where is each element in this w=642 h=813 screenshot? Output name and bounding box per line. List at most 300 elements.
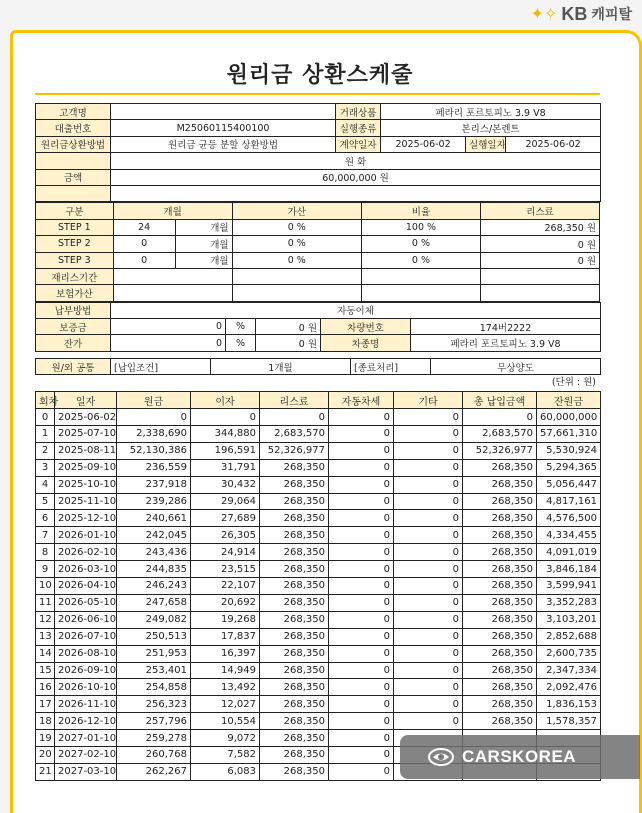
schedule-row [36,426,601,443]
schedule-header-cell: 일자 [55,392,117,409]
schedule-header-cell: 회차 [36,392,55,409]
refi-period-value [113,268,232,284]
cell-installment-no: 7 [36,527,55,544]
cell-principal: 262,267 [117,763,191,780]
cell-other: 0 [394,476,463,493]
cell-car-tax: 0 [329,442,394,459]
step-name: STEP 1 [36,219,114,235]
step-header-months: 개월 [113,203,232,219]
cell-payment-date: 2025-09-10 [55,459,117,476]
cell-interest: 22,107 [191,578,260,595]
step-month-unit: 개월 [175,219,232,235]
cell-remaining-principal: 4,334,455 [537,527,601,544]
exec-type-label: 실행종류 [336,120,381,136]
cell-lease-fee: 268,350 [260,476,329,493]
cell-interest: 20,692 [191,594,260,611]
cell-other: 0 [394,662,463,679]
cell-total-payment: 268,350 [463,510,537,527]
cell-installment-no: 3 [36,459,55,476]
cell-car-tax: 0 [329,510,394,527]
residual-label: 잔가 [36,335,111,351]
cell-principal: 257,796 [117,713,191,730]
plate-label: 차량번호 [321,319,411,335]
cell-payment-date: 2026-01-10 [55,527,117,544]
cell-total-payment: 268,350 [463,628,537,645]
cell-remaining-principal: 3,599,941 [537,578,601,595]
schedule-row [36,713,601,730]
cell-remaining-principal: 4,817,161 [537,493,601,510]
cell-interest: 9,072 [191,730,260,747]
cell-payment-date: 2025-11-10 [55,493,117,510]
cell-payment-date: 2026-12-10 [55,713,117,730]
cell-other: 0 [394,645,463,662]
schedule-header-cell: 총 납입금액 [463,392,537,409]
cell-total-payment: 268,350 [463,527,537,544]
payment-method-label: 납부방법 [36,302,111,318]
schedule-row [36,645,601,662]
cell-installment-no: 2 [36,442,55,459]
cell-total-payment: 268,350 [463,561,537,578]
insurance-value [113,285,232,301]
schedule-row [36,611,601,628]
schedule-header-cell: 기타 [394,392,463,409]
step-months: 0 [113,236,175,252]
cell-principal: 2,338,690 [117,426,191,443]
cell-remaining-principal: 5,294,365 [537,459,601,476]
cell-total-payment: 52,326,977 [463,442,537,459]
cell-lease-fee: 0 [260,409,329,426]
cell-total-payment: 268,350 [463,679,537,696]
cell-remaining-principal: 3,846,184 [537,561,601,578]
cell-installment-no: 5 [36,493,55,510]
step-table [35,202,600,301]
cell-lease-fee: 268,350 [260,645,329,662]
residual-percent: 0 [111,335,226,351]
schedule-row [36,561,601,578]
insurance-label: 보험가산 [36,285,114,301]
cell-interest: 26,305 [191,527,260,544]
cell-payment-date: 2026-03-10 [55,561,117,578]
cell-total-payment: 268,350 [463,645,537,662]
residual-percent-sign: % [226,335,256,351]
cell-remaining-principal: 2,092,476 [537,679,601,696]
schedule-row [36,476,601,493]
cell-total-payment: 268,350 [463,696,537,713]
cell-interest: 10,554 [191,713,260,730]
repay-method-label: 원리금상환방법 [36,136,111,152]
cell-interest: 13,492 [191,679,260,696]
cell-remaining-principal: 1,578,357 [537,713,601,730]
loan-no-label: 대출번호 [36,120,111,136]
cell-lease-fee: 268,350 [260,561,329,578]
step-ratio: 0 % [361,236,480,252]
cell-principal: 250,513 [117,628,191,645]
cell-interest: 24,914 [191,544,260,561]
cell-other: 0 [394,561,463,578]
cell-lease-fee: 268,350 [260,493,329,510]
step-ratio: 100 % [361,219,480,235]
carskorea-logo-icon [428,747,454,767]
cell-installment-no: 0 [36,409,55,426]
cell-lease-fee: 268,350 [260,763,329,780]
title-divider [35,93,600,95]
cell-other: 0 [394,578,463,595]
cell-installment-no: 21 [36,763,55,780]
cell-installment-no: 12 [36,611,55,628]
cell-total-payment: 268,350 [463,493,537,510]
cell-installment-no: 14 [36,645,55,662]
cell-payment-date: 2026-06-10 [55,611,117,628]
cell-installment-no: 16 [36,679,55,696]
cell-car-tax: 0 [329,662,394,679]
cell-installment-no: 15 [36,662,55,679]
cell-car-tax: 0 [329,730,394,747]
step-header-type: 구분 [36,203,114,219]
cell-total-payment: 0 [463,409,537,426]
cell-interest: 31,791 [191,459,260,476]
cell-principal: 249,082 [117,611,191,628]
cell-payment-date: 2025-06-02 [55,409,117,426]
cell-other: 0 [394,426,463,443]
blank-label [36,185,111,201]
loan-no-value: M25060115400100 [111,120,336,136]
cell-lease-fee: 2,683,570 [260,426,329,443]
cell-car-tax: 0 [329,544,394,561]
step-months: 24 [113,219,175,235]
contract-info-table [35,103,601,202]
step-header-add: 가산 [232,203,361,219]
cell-remaining-principal: 3,103,201 [537,611,601,628]
schedule-row [36,459,601,476]
cell-payment-date: 2025-08-11 [55,442,117,459]
cell-other: 0 [394,409,463,426]
cell-principal: 260,768 [117,746,191,763]
cell-interest: 344,880 [191,426,260,443]
cell-interest: 7,582 [191,746,260,763]
cell-payment-date: 2026-07-10 [55,628,117,645]
cell-interest: 29,064 [191,493,260,510]
cell-remaining-principal: 1,836,153 [537,696,601,713]
cell-other: 0 [394,713,463,730]
cell-other: 0 [394,493,463,510]
cell-payment-date: 2026-02-10 [55,544,117,561]
cell-principal: 243,436 [117,544,191,561]
cell-principal: 247,658 [117,594,191,611]
cell-payment-date: 2026-09-10 [55,662,117,679]
currency-header-blank [36,153,111,169]
cell-lease-fee: 268,350 [260,696,329,713]
contract-date-label: 계약일자 [336,136,381,152]
cell-remaining-principal: 57,661,310 [537,426,601,443]
schedule-row [36,679,601,696]
unit-note: (단위 : 원) [551,377,596,389]
cell-other: 0 [394,679,463,696]
cell-principal: 0 [117,409,191,426]
step-fee: 0 원 [480,236,599,252]
schedule-row [36,662,601,679]
cell-payment-date: 2026-08-10 [55,645,117,662]
cell-car-tax: 0 [329,763,394,780]
cell-remaining-principal: 3,352,283 [537,594,601,611]
principal-common-label: 원/외 공통 [36,358,111,374]
conditions-table [35,358,601,375]
schedule-row [36,409,601,426]
cell-payment-date: 2027-02-10 [55,746,117,763]
cell-installment-no: 17 [36,696,55,713]
cell-interest: 196,591 [191,442,260,459]
step-month-unit: 개월 [175,252,232,268]
cell-lease-fee: 268,350 [260,746,329,763]
cell-other: 0 [394,459,463,476]
cell-installment-no: 4 [36,476,55,493]
schedule-header-cell: 이자 [191,392,260,409]
model-label: 차종명 [321,335,411,351]
cell-other: 0 [394,527,463,544]
cell-principal: 246,243 [117,578,191,595]
schedule-header-cell: 원금 [117,392,191,409]
cell-remaining-principal: 5,530,924 [537,442,601,459]
schedule-row [36,493,601,510]
logo-kb-text: KB [561,3,588,24]
logo-capital-text: 캐피탈 [591,7,632,23]
cell-installment-no: 11 [36,594,55,611]
schedule-row [36,594,601,611]
cell-other: 0 [394,544,463,561]
cell-other: 0 [394,594,463,611]
deposit-percent-sign: % [226,319,256,335]
cell-principal: 253,401 [117,662,191,679]
product-label: 거래상품 [336,104,381,120]
currency-header: 원 화 [111,153,601,169]
exec-date-value: 2025-06-02 [506,136,601,152]
step-add: 0 % [232,236,361,252]
step-months: 0 [113,252,175,268]
cell-interest: 23,515 [191,561,260,578]
cell-total-payment: 268,350 [463,611,537,628]
cell-payment-date: 2027-01-10 [55,730,117,747]
kb-star-icon: ✦✧ [530,4,558,23]
schedule-row [36,696,601,713]
product-value: 페라리 포르토피노 3.9 V8 [381,104,601,120]
cell-car-tax: 0 [329,696,394,713]
cell-lease-fee: 268,350 [260,544,329,561]
step-add: 0 % [232,219,361,235]
cell-payment-date: 2026-10-10 [55,679,117,696]
cell-total-payment: 268,350 [463,594,537,611]
schedule-row [36,527,601,544]
insurance-add [232,285,361,301]
step-header-ratio: 비율 [361,203,480,219]
schedule-sheet [35,93,600,781]
cell-payment-date: 2025-07-10 [55,426,117,443]
cell-installment-no: 13 [36,628,55,645]
cell-payment-date: 2026-04-10 [55,578,117,595]
cell-other: 0 [394,628,463,645]
cell-interest: 6,083 [191,763,260,780]
cell-principal: 254,858 [117,679,191,696]
cell-remaining-principal: 2,852,688 [537,628,601,645]
cell-lease-fee: 268,350 [260,662,329,679]
cell-lease-fee: 268,350 [260,713,329,730]
cell-lease-fee: 52,326,977 [260,442,329,459]
refi-period-add [232,268,361,284]
cell-car-tax: 0 [329,746,394,763]
cell-car-tax: 0 [329,594,394,611]
step-fee: 268,350 원 [480,219,599,235]
schedule-header-cell: 리스료 [260,392,329,409]
cell-car-tax: 0 [329,628,394,645]
step-month-unit: 개월 [175,236,232,252]
cell-interest: 0 [191,409,260,426]
schedule-row [36,442,601,459]
plate-value: 174버2222 [411,319,601,335]
schedule-header-cell: 잔원금 [537,392,601,409]
customer-label: 고객명 [36,104,111,120]
cell-principal: 239,286 [117,493,191,510]
step-add: 0 % [232,252,361,268]
cell-principal: 240,661 [117,510,191,527]
cell-total-payment: 268,350 [463,544,537,561]
cell-car-tax: 0 [329,476,394,493]
cell-car-tax: 0 [329,493,394,510]
cell-total-payment: 268,350 [463,578,537,595]
cell-installment-no: 19 [36,730,55,747]
step-name: STEP 3 [36,252,114,268]
cell-lease-fee: 268,350 [260,730,329,747]
cell-principal: 236,559 [117,459,191,476]
cell-lease-fee: 268,350 [260,510,329,527]
cell-interest: 19,268 [191,611,260,628]
pay-condition-value: 1개월 [211,358,351,374]
deposit-percent: 0 [111,319,226,335]
cell-car-tax: 0 [329,459,394,476]
cell-interest: 14,949 [191,662,260,679]
cell-principal: 237,918 [117,476,191,493]
cell-other: 0 [394,611,463,628]
cell-car-tax: 0 [329,561,394,578]
cell-payment-date: 2026-11-10 [55,696,117,713]
amount-value: 60,000,000 원 [111,169,601,185]
cell-installment-no: 9 [36,561,55,578]
schedule-row [36,628,601,645]
residual-amount: 0 원 [256,335,321,351]
cell-payment-date: 2025-10-10 [55,476,117,493]
cell-total-payment: 268,350 [463,459,537,476]
schedule-row [36,578,601,595]
exec-date-label: 실행일자 [466,136,506,152]
cell-total-payment: 268,350 [463,713,537,730]
cell-installment-no: 1 [36,426,55,443]
step-fee: 0 원 [480,252,599,268]
cell-installment-no: 20 [36,746,55,763]
cell-lease-fee: 268,350 [260,611,329,628]
exec-type-value: 본리스/본렌트 [381,120,601,136]
cell-principal: 259,278 [117,730,191,747]
cell-car-tax: 0 [329,611,394,628]
cell-lease-fee: 268,350 [260,594,329,611]
step-ratio: 0 % [361,252,480,268]
cell-payment-date: 2025-12-10 [55,510,117,527]
refi-period-ratio [361,268,480,284]
cell-remaining-principal: 2,347,334 [537,662,601,679]
cell-installment-no: 8 [36,544,55,561]
cell-car-tax: 0 [329,713,394,730]
step-name: STEP 2 [36,236,114,252]
cell-principal: 251,953 [117,645,191,662]
cell-remaining-principal: 5,056,447 [537,476,601,493]
schedule-row [36,544,601,561]
deposit-amount: 0 원 [256,319,321,335]
cell-installment-no: 10 [36,578,55,595]
insurance-fee [480,285,599,301]
cell-total-payment: 268,350 [463,476,537,493]
cell-total-payment: 268,350 [463,662,537,679]
cell-interest: 17,837 [191,628,260,645]
page-title: 원리금 상환스케줄 [226,63,414,88]
carskorea-watermark [400,735,640,779]
cell-lease-fee: 268,350 [260,527,329,544]
insurance-ratio [361,285,480,301]
model-value: 페라리 포르토피노 3.9 V8 [411,335,601,351]
kb-capital-logo [531,2,632,26]
schedule-header-row [36,392,601,409]
cell-total-payment: 2,683,570 [463,426,537,443]
cell-principal: 52,130,386 [117,442,191,459]
cell-other: 0 [394,442,463,459]
pay-condition-label: [납입조건] [111,358,211,374]
cell-remaining-principal: 60,000,000 [537,409,601,426]
deposit-label: 보증금 [36,319,111,335]
refi-period-label: 재리스기간 [36,268,114,284]
end-process-label: [종료처리] [351,358,431,374]
step-header-fee: 리스료 [480,203,599,219]
cell-payment-date: 2026-05-10 [55,594,117,611]
cell-car-tax: 0 [329,426,394,443]
cell-lease-fee: 268,350 [260,679,329,696]
schedule-row [36,510,601,527]
cell-car-tax: 0 [329,645,394,662]
cell-other: 0 [394,696,463,713]
cell-remaining-principal: 4,091,019 [537,544,601,561]
cell-car-tax: 0 [329,578,394,595]
payment-method-value: 자동이체 [111,302,601,318]
cell-installment-no: 6 [36,510,55,527]
cell-interest: 30,432 [191,476,260,493]
cell-other: 0 [394,510,463,527]
amount-label: 금액 [36,169,111,185]
cell-car-tax: 0 [329,409,394,426]
cell-interest: 12,027 [191,696,260,713]
refi-period-fee [480,268,599,284]
contract-date-value: 2025-06-02 [381,136,466,152]
repayment-schedule-table [35,391,601,780]
payment-table [35,302,601,352]
cell-lease-fee: 268,350 [260,578,329,595]
watermark-text: CARSKOREA [462,747,577,766]
cell-interest: 27,689 [191,510,260,527]
blank-value [111,185,601,201]
schedule-header-cell: 자동차세 [329,392,394,409]
cell-lease-fee: 268,350 [260,628,329,645]
cell-lease-fee: 268,350 [260,459,329,476]
cell-principal: 244,835 [117,561,191,578]
cell-principal: 242,045 [117,527,191,544]
repay-method-value: 원리금 균등 분할 상환방법 [111,136,336,152]
cell-principal: 256,323 [117,696,191,713]
cell-remaining-principal: 2,600,735 [537,645,601,662]
cell-payment-date: 2027-03-10 [55,763,117,780]
end-process-value: 무상양도 [431,358,601,374]
